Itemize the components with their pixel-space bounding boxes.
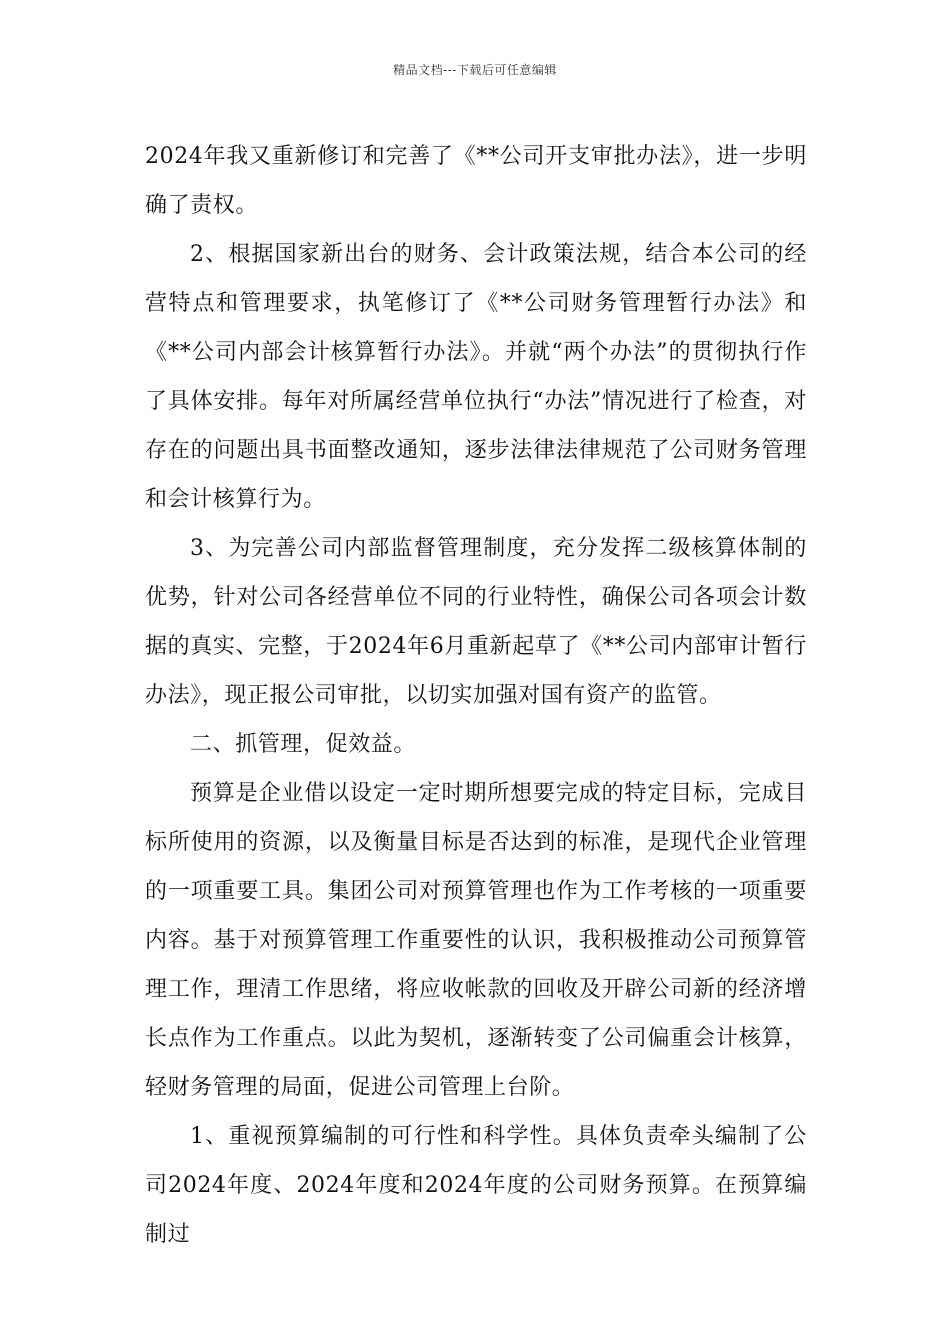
document-body — [145, 132, 807, 1259]
paragraph-financial-regulations: 2、根据国家新出台的财务、会计政策法规，结合本公司的经营特点和管理要求，执笔修订了《**公司财务管理暂行办法》和《**公司内部会计核算暂行办法》。并就“两个办法”的贯彻执行作了具体安排。每年对所属经营单位执行“办法”情况进行了检查，对存在的问题出具书面整改通知，逐步法律法律规范了公司财务管理和会计核算行为。 — [145, 242, 807, 512]
paragraph-budget-management: 预算是企业借以设定一定时期所想要完成的特定目标，完成目标所使用的资源，以及衡量目标是否达到的标准，是现代企业管理的一项重要工具。集团公司对预算管理也作为工作考核的一项重要内容。基于对预算管理工作重要性的认识，我积极推动公司预算管理工作，理清工作思绪，将应收帐款的回收及开辟公司新的经济增长点作为工作重点。以此为契机，逐渐转变了公司偏重会计核算，轻财务管理的局面，促进公司管理上台阶。 — [145, 781, 807, 1100]
page-header: 精品文档---下载后可任意编辑 — [393, 63, 557, 77]
section-heading-management: 二、抓管理，促效益。 — [190, 732, 417, 757]
paragraph-internal-audit: 3、为完善公司内部监督管理制度，充分发挥二级核算体制的优势，针对公司各经营单位不同的行业特性，确保公司各项会计数据的真实、完整，于2024年6月重新起草了《**公司内部审计暂行办法》，现正报公司审批，以切实加强对国有资产的监管。 — [145, 536, 807, 708]
paragraph-budget-preparation: 1、重视预算编制的可行性和科学性。具体负责牵头编制了公司2024年度、2024年度和2024年度的公司财务预算。在预算编制过 — [145, 1124, 807, 1247]
paragraph-revision-approval: 2024年我又重新修订和完善了《**公司开支审批办法》，进一步明确了责权。 — [145, 144, 807, 218]
